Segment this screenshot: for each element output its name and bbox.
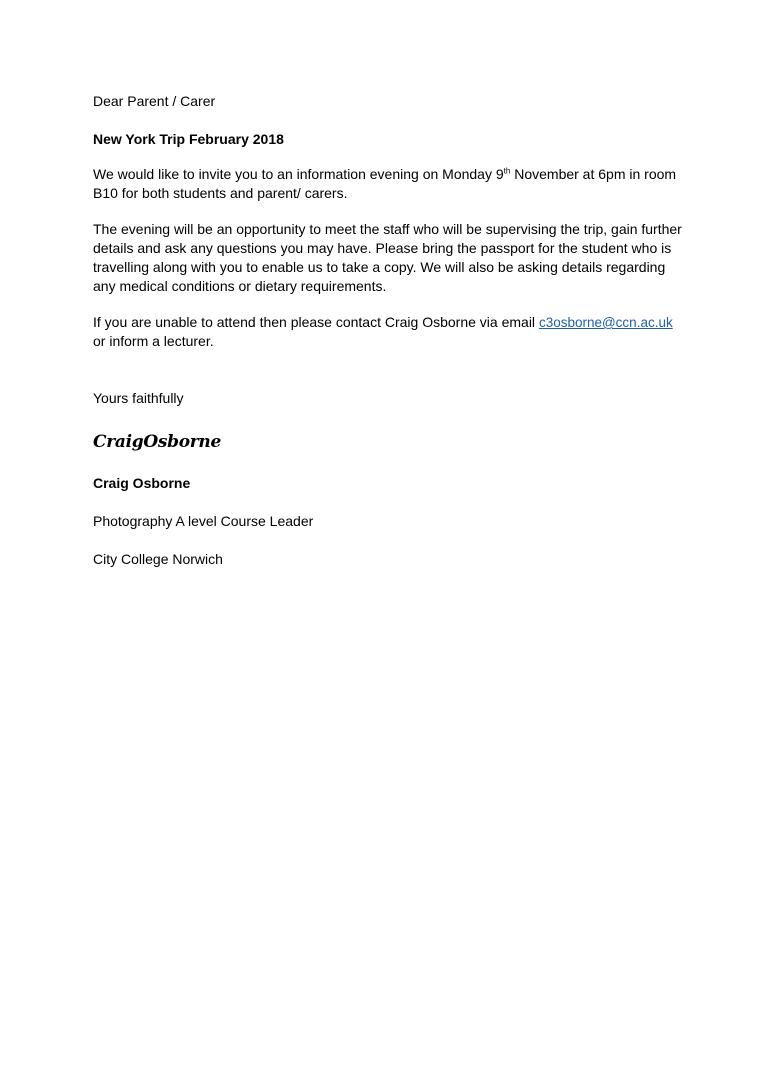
salutation: Dear Parent / Carer: [93, 93, 216, 109]
contact-text-start: If you are unable to attend then please contact Craig Osborne via email: [93, 314, 539, 330]
invitation-text-start: We would like to invite you to an information evening on Monday 9: [93, 166, 504, 182]
invitation-paragraph: [93, 165, 683, 203]
email-link[interactable]: c3osborne@ccn.ac.uk: [538, 315, 673, 330]
signatory-role: Photography A level Course Leader: [93, 513, 314, 529]
signature: CraigOsborne: [93, 432, 221, 452]
date-ordinal-suffix: th: [503, 166, 511, 176]
subject-line: New York Trip February 2018: [93, 131, 284, 147]
signatory-organisation: City College Norwich: [93, 551, 223, 567]
closing: Yours faithfully: [93, 390, 184, 406]
signatory-name: Craig Osborne: [93, 475, 191, 491]
contact-paragraph: [93, 313, 683, 351]
details-paragraph: The evening will be an opportunity to meet the staff who will be supervising the trip, gain further details and ask any questions you may have. Please bring the passport for the student who is travelling along with you to enable us to take a copy. We will also be asking details regarding any medical conditions or dietary requirements.: [93, 221, 682, 294]
invitation-text-end: November at 6pm in room B10 for both students and parent/ carers.: [93, 166, 677, 201]
contact-text-end: or inform a lecturer.: [93, 333, 214, 349]
letter-body: [93, 92, 683, 569]
